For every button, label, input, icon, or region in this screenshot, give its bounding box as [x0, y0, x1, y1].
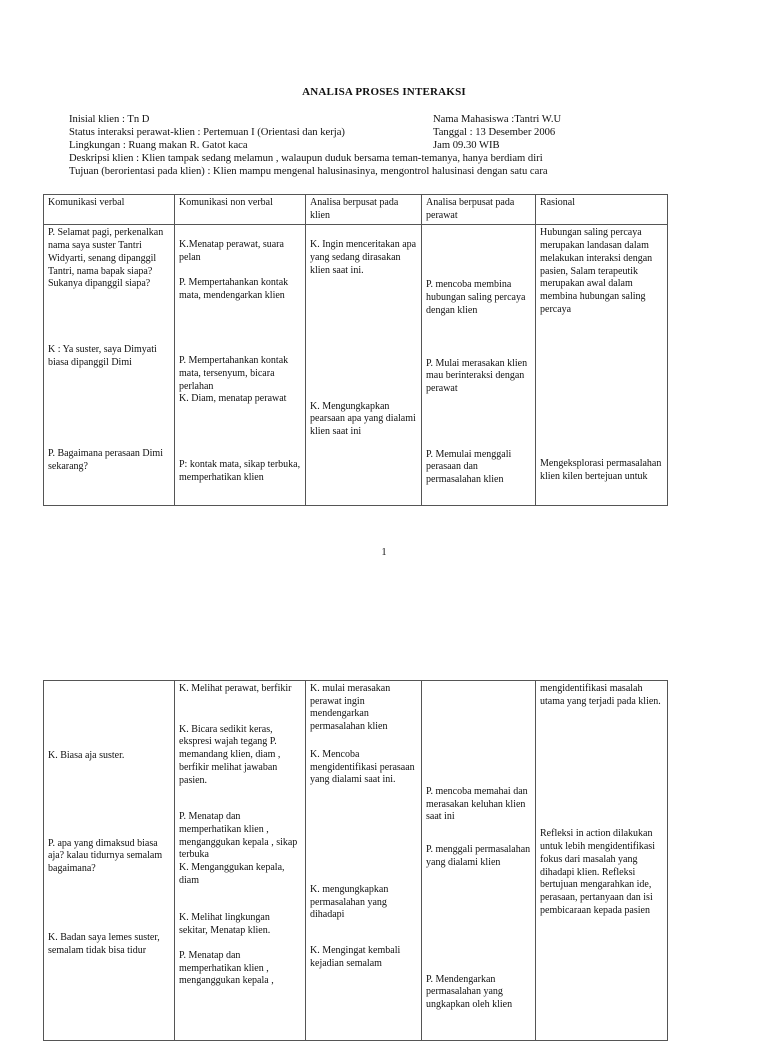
cell-text: K. Badan saya lemes suster, semalam tidak bisa tidur: [48, 931, 160, 956]
cell-text: K. Ingin menceritakan apa yang sedang dirasakan klien saat ini.: [310, 239, 417, 276]
client-info: [69, 113, 345, 153]
table-header-row: [44, 195, 668, 225]
page-2: [0, 600, 768, 1024]
interaction-table-page-1: [43, 194, 668, 506]
cell-text: K. mulai merasakan perawat ingin mendengarkan permasalahan klien: [310, 683, 391, 733]
cell-text: P. Menatap dan memperhatikan klien , menganggukan kepala , sikap terbuka: [179, 811, 298, 861]
cell-text: P. Selamat pagi, perkenalkan nama saya suster Tantri Widyarti, senang dipanggil Tantri, nama bapak siapa? Sukanya dipanggil siapa?: [48, 227, 164, 290]
cell-text: K. mengungkapkan permasalahan yang dihadapi: [310, 883, 389, 921]
cell-text: P: kontak mata, sikap terbuka, memperhatikan klien: [179, 459, 301, 483]
cell-text: K. Melihat lingkungan sekitar, Menatap klien.: [179, 912, 271, 937]
cell-text: P. mencoba memahai dan merasakan keluhan klien saat ini: [426, 786, 528, 823]
cell-text: P. Bagaimana perasaan Dimi sekarang?: [48, 448, 163, 473]
header-komunikasi-verbal: Komunikasi verbal: [44, 195, 175, 225]
lingkungan: Lingkungan : Ruang makan R. Gatot kaca: [69, 140, 248, 152]
jam: Jam 09.30 WIB: [433, 140, 500, 152]
cell-text: Refleksi in action dilakukan untuk lebih mengidentifikasi fokus dari masalah yang dihadapi klien. Refleksi bertujuan mengarahkan ide, perasaan, pertanyaan dan isi pembicaraan kepada pasien: [540, 828, 655, 916]
cell-text: K. Mencoba mengidentifikasi perasaan yang dialami saat ini.: [310, 748, 415, 786]
cell-non-verbal: [175, 225, 306, 506]
cell-verbal: [44, 225, 175, 506]
table-body-row: [44, 225, 668, 506]
cell-text: Mengeksplorasi permasalahan klien kilen bertejuan untuk: [540, 458, 662, 483]
inisial-klien: Inisial klien : Tn D: [69, 114, 150, 125]
deskripsi-klien: Deskripsi klien : Klien tampak sedang melamun , walaupun duduk bersama teman-temanya, hanya berdiam diri: [69, 153, 543, 164]
cell-text: K. Bicara sedikit keras, ekspresi wajah tegang P. memandang klien, diam , berfikir melihat jawaban pasien.: [179, 723, 281, 786]
tujuan: Tujuan (berorientasi pada klien) : Klien mampu mengenal halusinasinya, mengontrol halusinasi dengan satu cara: [69, 166, 548, 177]
cell-text: K : Ya suster, saya Dimyati biasa dipanggil Dimi: [48, 343, 157, 368]
header-rasional: Rasional: [536, 195, 668, 225]
cell-text: P. menggali permasalahan yang dialami klien: [426, 844, 531, 868]
cell-text: K. Diam, menatap perawat: [179, 393, 287, 405]
cell-text: P. Mendengarkan permasalahan yang ungkapkan oleh klien: [426, 973, 513, 1010]
cell-text: K. Mengungkapkan pearsaan apa yang dialami klien saat ini: [310, 400, 416, 437]
cell-non-verbal: [175, 681, 306, 1041]
cell-text: P. Mempertahankan kontak mata, mendengarkan klien: [179, 276, 289, 301]
header-analisa-klien: Analisa berpusat pada klien: [306, 195, 422, 225]
header-komunikasi-non-verbal: Komunikasi non verbal: [175, 195, 306, 225]
tanggal: Tanggal : 13 Desember 2006: [433, 127, 556, 139]
table-body-row: [44, 681, 668, 1041]
cell-verbal: [44, 681, 175, 1041]
cell-text: K. Menganggukan kepala, diam: [179, 862, 285, 886]
cell-analisa-perawat: [422, 681, 536, 1041]
cell-text: P. Mempertahankan kontak mata, tersenyum, bicara perlahan: [179, 355, 289, 392]
interaction-table-page-2: [43, 680, 668, 1041]
status-interaksi: Status interaksi perawat-klien : Pertemuan I (Orientasi dan kerja): [69, 127, 345, 139]
cell-text: Hubungan saling percaya merupakan landasan dalam melakukan interaksi dengan pasien, Salam terapeutik merupakan awal dalam membina hubungan saling percaya: [540, 227, 653, 315]
cell-text: P. Memulai menggali perasaan dan permasalahan klien: [426, 448, 512, 486]
cell-text: K.Menatap perawat, suara pelan: [179, 239, 284, 264]
header-analisa-perawat: Analisa berpusat pada perawat: [422, 195, 536, 225]
page-number: 1: [381, 547, 387, 558]
cell-text: P. apa yang dimaksud biasa aja? kalau tidurnya semalam bagaimana?: [48, 837, 163, 875]
cell-analisa-klien: [306, 225, 422, 506]
cell-analisa-perawat: [422, 225, 536, 506]
cell-text: P. Mulai merasakan klien mau berinteraksi dengan perawat: [426, 357, 528, 394]
cell-rasional: [536, 225, 668, 506]
cell-rasional: [536, 681, 668, 1041]
cell-text: K. Melihat perawat, berfikir: [179, 683, 292, 694]
cell-text: P. mencoba membina hubungan saling percaya dengan klien: [426, 279, 526, 316]
cell-text: K. Mengingat kembali kejadian semalam: [310, 945, 401, 969]
cell-text: K. Biasa aja suster.: [48, 750, 125, 761]
student-info: [433, 113, 561, 153]
document-title: ANALISA PROSES INTERAKSI: [302, 86, 466, 98]
cell-text: mengidentifikasi masalah utama yang terjadi pada klien.: [540, 683, 661, 707]
nama-mahasiswa: Nama Mahasiswa :Tantri W.U: [433, 114, 562, 125]
cell-analisa-klien: [306, 681, 422, 1041]
cell-text: P. Menatap dan memperhatikan klien , menganggukan kepala ,: [179, 949, 274, 987]
